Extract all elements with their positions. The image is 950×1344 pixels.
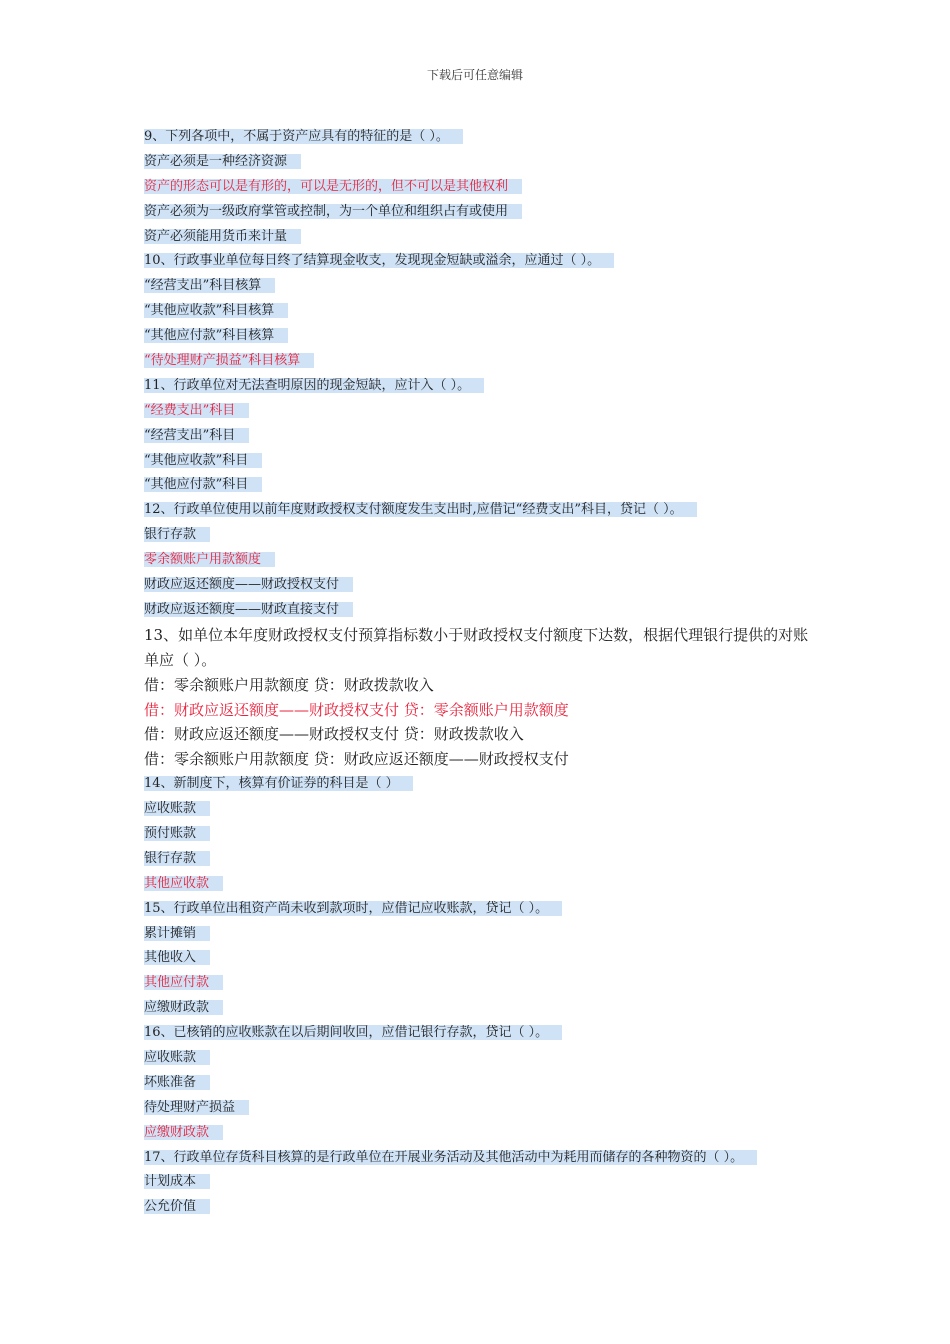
line-text: 坏账准备 [144,1075,210,1090]
option-line [144,847,809,872]
line-text: 9、下列各项中，不属于资产应具有的特征的是（ ）。 [144,129,463,144]
line-text: “其他应收款”科目核算 [144,303,288,318]
line-text: 计划成本 [144,1174,210,1189]
line-text: 借：零余额账户用款额度 贷：财政应返还额度——财政授权支付 [144,750,569,769]
line-text: 借：财政应返还额度——财政授权支付 贷：零余额账户用款额度 [144,700,569,719]
option-line [144,523,809,548]
line-text: 待处理财产损益 [144,1100,249,1115]
option-line [144,747,809,772]
option-line [144,200,809,225]
option-line [144,1170,809,1195]
line-text: 借：财政应返还额度——财政授权支付 贷：财政拨款收入 [144,725,524,744]
question-line [144,374,809,399]
line-text: 10、行政事业单位每日终了结算现金收支，发现现金短缺或溢余，应通过（ ）。 [144,253,614,268]
line-text: 银行存款 [144,851,210,866]
page-header: 下载后可任意编辑 [426,68,523,82]
option-line [144,598,809,623]
option-line [144,473,809,498]
document-body [144,125,809,1220]
option-line [144,822,809,847]
question-line [144,249,809,274]
line-text: 其他应收款 [144,876,223,891]
line-text: 财政应返还额度——财政授权支付 [144,577,353,592]
option-line [144,996,809,1021]
line-text: 财政应返还额度——财政直接支付 [144,602,353,617]
line-text: 公允价值 [144,1199,210,1214]
question-line [144,772,809,797]
line-text: 应收账款 [144,801,210,816]
line-text: 零余额账户用款额度 [144,552,275,567]
line-text: “经费支出”科目 [144,403,249,418]
option-line [144,1071,809,1096]
line-text: 累计摊销 [144,926,210,941]
line-text: 资产必须为一级政府掌管或控制，为一个单位和组织占有或使用 [144,204,522,219]
line-text: 银行存款 [144,527,210,542]
line-text: 13、如单位本年度财政授权支付预算指标数小于财政授权支付额度下达数，根据代理银行提供的对账单应（ ）。 [144,625,809,669]
option-line [144,722,809,747]
line-text: 应收账款 [144,1050,210,1065]
line-text: “其他应付款”科目核算 [144,328,288,343]
option-line [144,225,809,250]
question-line [144,897,809,922]
answer-line [144,971,809,996]
line-text: 应缴财政款 [144,1000,223,1015]
option-line [144,922,809,947]
option-line [144,673,809,698]
line-text: “经营支出”科目 [144,428,249,443]
line-text: 资产必须是一种经济资源 [144,154,301,169]
line-text: 12、行政单位使用以前年度财政授权支付额度发生支出时,应借记“经费支出”科目，贷记（ ）。 [144,502,697,517]
question-line [144,1146,809,1171]
line-text: 资产的形态可以是有形的，可以是无形的，但不可以是其他权利 [144,179,522,194]
line-text: 14、新制度下，核算有价证券的科目是（ ） [144,776,413,791]
answer-line [144,698,809,723]
answer-line [144,399,809,424]
option-line [144,573,809,598]
line-text: 15、行政单位出租资产尚未收到款项时，应借记应收账款，贷记（ ）。 [144,901,562,916]
answer-line [144,175,809,200]
answer-line [144,548,809,573]
answer-line [144,349,809,374]
line-text: 其他收入 [144,950,210,965]
line-text: “待处理财产损益”科目核算 [144,353,314,368]
line-text: 16、已核销的应收账款在以后期间收回，应借记银行存款，贷记（ ）。 [144,1025,562,1040]
line-text: 17、行政单位存货科目核算的是行政单位在开展业务活动及其他活动中为耗用而储存的各种物资的（ ）。 [144,1150,757,1165]
line-text: 其他应付款 [144,975,223,990]
question-line [144,498,809,523]
option-line [144,274,809,299]
answer-line [144,872,809,897]
line-text: “其他应收款”科目 [144,453,262,468]
line-text: 预付账款 [144,826,210,841]
line-text: 11、行政单位对无法查明原因的现金短缺，应计入（ ）。 [144,378,484,393]
option-line [144,150,809,175]
line-text: 资产必须能用货币来计量 [144,229,301,244]
option-line [144,424,809,449]
option-line [144,299,809,324]
answer-line [144,1121,809,1146]
line-text: 应缴财政款 [144,1125,223,1140]
question-line [144,623,809,673]
option-line [144,449,809,474]
line-text: “其他应付款”科目 [144,477,262,492]
line-text: 借：零余额账户用款额度 贷：财政拨款收入 [144,675,434,694]
option-line [144,324,809,349]
option-line [144,946,809,971]
question-line [144,1021,809,1046]
question-line [144,125,809,150]
line-text: “经营支出”科目核算 [144,278,275,293]
option-line [144,1096,809,1121]
option-line [144,1195,809,1220]
option-line [144,1046,809,1071]
option-line [144,797,809,822]
